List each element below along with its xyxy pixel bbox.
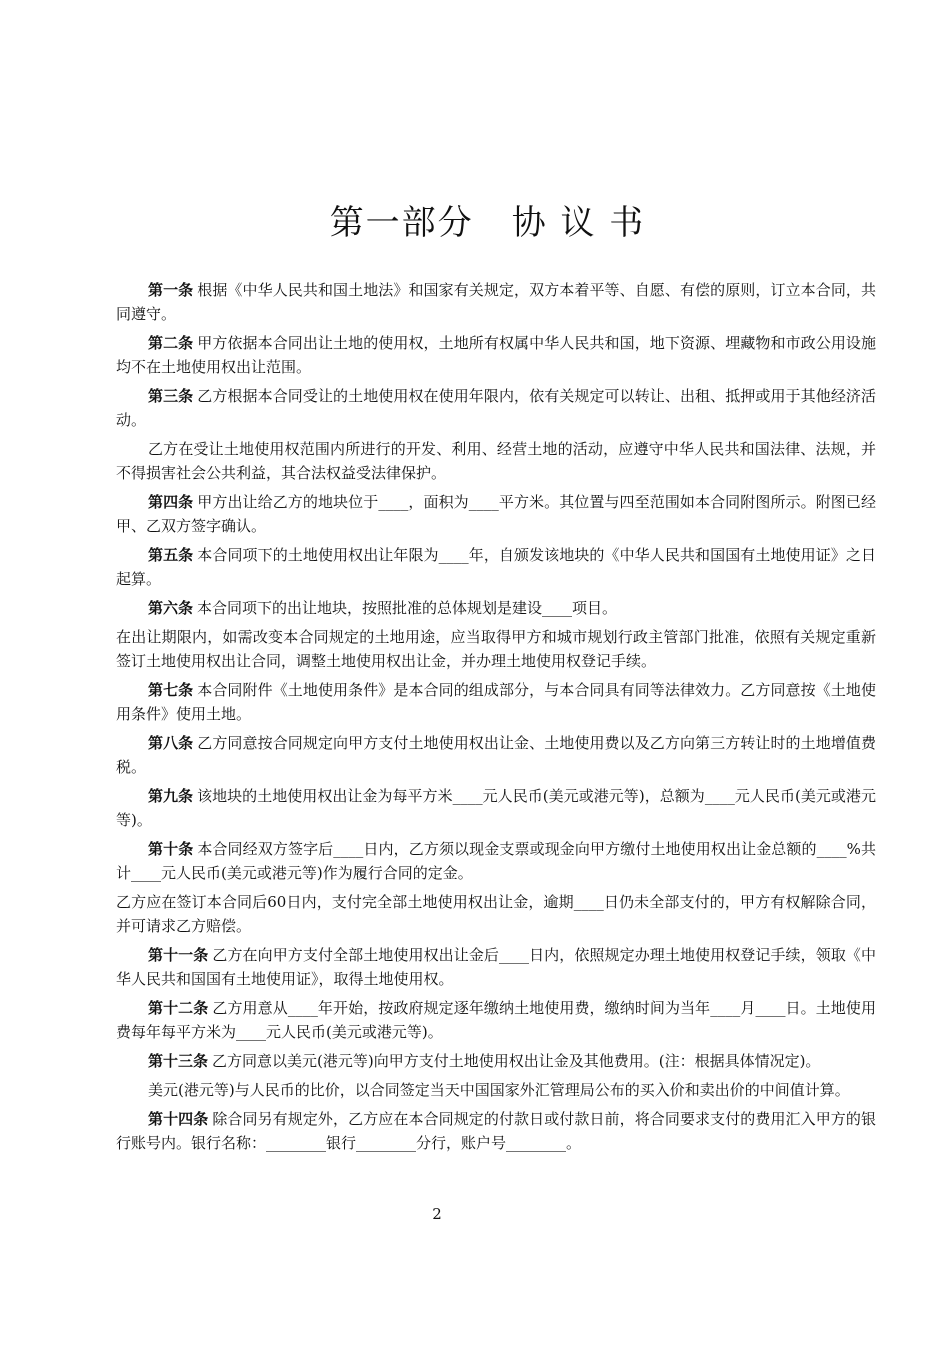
article-text: 该地块的土地使用权出让金为每平方米____元人民币(美元或港元等)，总额为____元人民币(美元或港元等)。 — [116, 787, 876, 829]
article-label: 第十二条 — [148, 999, 209, 1017]
article-text: 本合同项下的土地使用权出让年限为____年，自颁发该地块的《中华人民共和国国有土地使用证》之日起算。 — [116, 546, 876, 588]
article-text: 甲方出让给乙方的地块位于____，面积为____平方米。其位置与四至范围如本合同附图所示。附图已经甲、乙双方签字确认。 — [116, 493, 876, 535]
article-text: 乙方用意从____年开始，按政府规定逐年缴纳土地使用费，缴纳时间为当年____月____日。土地使用费每年每平方米为____元人民币(美元或港元等)。 — [116, 999, 876, 1041]
article-label: 第一条 — [148, 281, 194, 299]
article-label: 第十条 — [148, 840, 194, 858]
article-label: 第九条 — [148, 787, 194, 805]
article-4 — [116, 490, 876, 538]
article-7 — [116, 678, 876, 726]
article-text: 甲方依据本合同出让土地的使用权，土地所有权属中华人民共和国，地下资源、埋藏物和市政公用设施均不在土地使用权出让范围。 — [116, 334, 876, 376]
article-13-continued — [116, 1078, 876, 1102]
article-14 — [116, 1107, 876, 1155]
article-label: 第八条 — [148, 734, 194, 752]
article-label: 第十四条 — [148, 1110, 209, 1128]
article-text: 乙方在受让土地使用权范围内所进行的开发、利用、经营土地的活动，应遵守中华人民共和国法律、法规，并不得损害社会公共利益，其合法权益受法律保护。 — [116, 440, 876, 482]
article-text: 乙方应在签订本合同后60日内，支付完全部土地使用权出让金，逾期____日仍未全部支付的，甲方有权解除合同，并可请求乙方赔偿。 — [116, 893, 876, 935]
article-13 — [116, 1049, 876, 1073]
article-label: 第七条 — [148, 681, 194, 699]
article-text: 本合同经双方签字后____日内，乙方须以现金支票或现金向甲方缴付土地使用权出让金总额的____%共计____元人民币(美元或港元等)作为履行合同的定金。 — [116, 840, 876, 882]
article-3 — [116, 384, 876, 432]
contract-body — [116, 278, 876, 1160]
article-6-continued — [116, 625, 876, 673]
article-label: 第三条 — [148, 387, 194, 405]
page-number: 2 — [432, 1205, 442, 1223]
article-1 — [116, 278, 876, 326]
article-text: 在出让期限内，如需改变本合同规定的土地用途，应当取得甲方和城市规划行政主管部门批准，依照有关规定重新签订土地使用权出让合同，调整土地使用权出让金，并办理土地使用权登记手续。 — [116, 628, 876, 670]
article-9 — [116, 784, 876, 832]
article-text: 乙方同意按合同规定向甲方支付土地使用权出让金、土地使用费以及乙方向第三方转让时的土地增值费税。 — [116, 734, 876, 776]
article-5 — [116, 543, 876, 591]
article-8 — [116, 731, 876, 779]
article-text: 乙方根据本合同受让的土地使用权在使用年限内，依有关规定可以转让、出租、抵押或用于其他经济活动。 — [116, 387, 876, 429]
article-label: 第二条 — [148, 334, 194, 352]
article-12 — [116, 996, 876, 1044]
article-text: 乙方在向甲方支付全部土地使用权出让金后____日内，依照规定办理土地使用权登记手续，领取《中华人民共和国国有土地使用证》，取得土地使用权。 — [116, 946, 876, 988]
article-label: 第十一条 — [148, 946, 209, 964]
article-text: 美元(港元等)与人民币的比价，以合同签定当天中国国家外汇管理局公布的买入价和卖出价的中间值计算。 — [148, 1081, 850, 1099]
article-text: 本合同附件《土地使用条件》是本合同的组成部分，与本合同具有同等法律效力。乙方同意按《土地使用条件》使用土地。 — [116, 681, 876, 723]
article-label: 第六条 — [148, 599, 194, 617]
article-text: 除合同另有规定外，乙方应在本合同规定的付款日或付款日前，将合同要求支付的费用汇入甲方的银行账号内。银行名称：________银行________分行，账户号________。 — [116, 1110, 876, 1152]
title-name: 协 议 书 — [511, 203, 646, 243]
page-title — [0, 195, 950, 244]
article-10 — [116, 837, 876, 885]
article-2 — [116, 331, 876, 379]
article-11 — [116, 943, 876, 991]
article-label: 第十三条 — [148, 1052, 209, 1070]
article-label: 第五条 — [148, 546, 194, 564]
article-label: 第四条 — [148, 493, 194, 511]
title-part: 第一部分 — [329, 203, 474, 243]
article-text: 本合同项下的出让地块，按照批准的总体规划是建设____项目。 — [197, 599, 618, 617]
article-text: 乙方同意以美元(港元等)向甲方支付土地使用权出让金及其他费用。(注：根据具体情况定)。 — [212, 1052, 821, 1070]
article-6 — [116, 596, 876, 620]
article-3-continued — [116, 437, 876, 485]
article-10-continued — [116, 890, 876, 938]
article-text: 根据《中华人民共和国土地法》和国家有关规定，双方本着平等、自愿、有偿的原则，订立本合同，共同遵守。 — [116, 281, 876, 323]
